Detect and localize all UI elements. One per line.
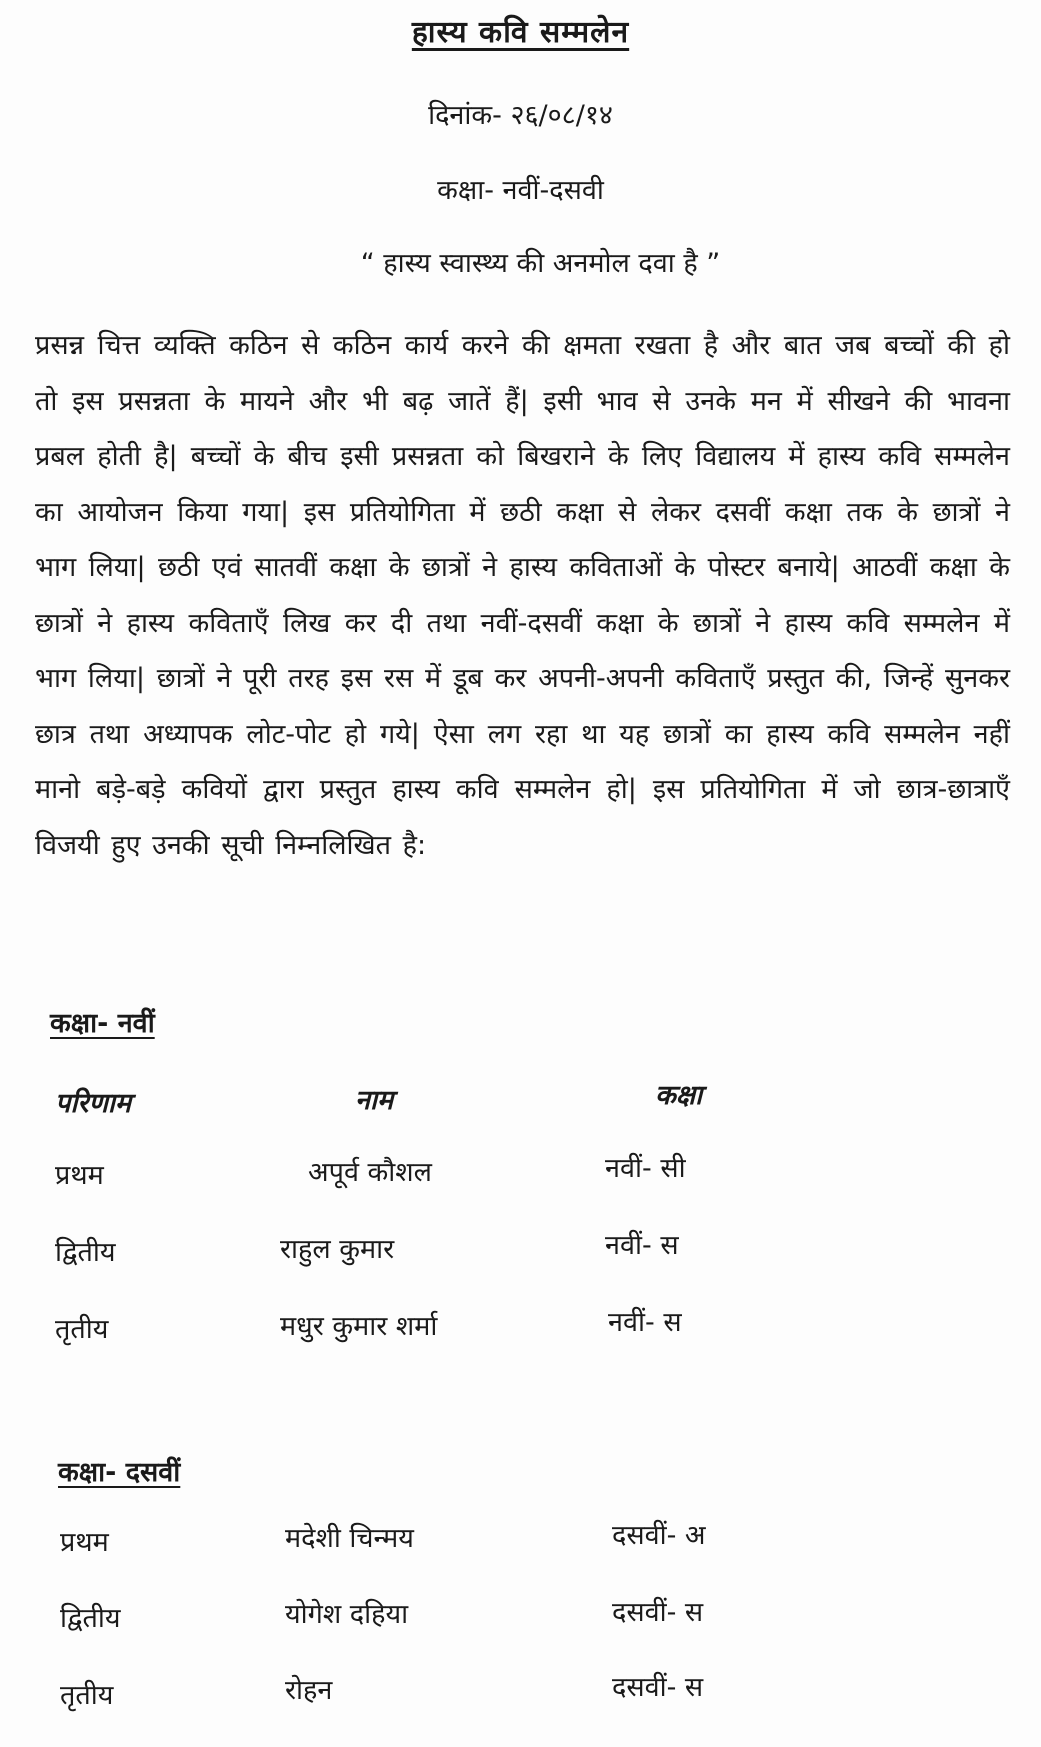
result-cell: द्वितीय [55, 1237, 116, 1268]
class-cell: दसवीं- अ [612, 1520, 706, 1551]
motto: “ हास्य स्वास्थ्य की अनमोल दवा है ” [360, 248, 721, 279]
class-line: कक्षा- नवीं-दसवी [437, 175, 604, 206]
column-header-name: नाम [355, 1085, 394, 1116]
column-header-class: कक्षा [655, 1080, 703, 1111]
date-line: दिनांक- २६/०८/१४ [428, 100, 613, 131]
name-cell: रोहन [285, 1675, 333, 1706]
section-heading-class-nine: कक्षा- नवीं [50, 1008, 155, 1039]
section-heading-class-ten: कक्षा- दसवीं [58, 1457, 181, 1488]
column-header-result: परिणाम [55, 1088, 132, 1119]
class-cell: दसवीं- स [612, 1672, 704, 1703]
class-cell: नवीं- स [605, 1230, 679, 1261]
class-cell: नवीं- स [608, 1307, 682, 1338]
result-cell: प्रथम [60, 1527, 109, 1558]
result-cell: द्वितीय [60, 1603, 121, 1634]
result-cell: प्रथम [55, 1160, 104, 1191]
document-title: हास्य कवि सम्मलेन [411, 15, 630, 50]
name-cell: योगेश दहिया [285, 1599, 409, 1630]
class-cell: दसवीं- स [612, 1597, 704, 1628]
class-cell: नवीं- सी [605, 1153, 686, 1184]
name-cell: मधुर कुमार शर्मा [280, 1311, 438, 1342]
name-cell: मदेशी चिन्मय [285, 1523, 414, 1554]
result-cell: तृतीय [60, 1680, 114, 1711]
name-cell: अपूर्व कौशल [308, 1157, 432, 1188]
result-cell: तृतीय [55, 1314, 109, 1345]
body-paragraph: प्रसन्न चित्त व्यक्ति कठिन से कठिन कार्य करने की क्षमता रखता है और बात जब बच्चों की हो तो इस प्रसन्नता के मायने और भी बढ़ जातें हैं| इसी भाव से उनके मन में सीखने की भावना प्रबल होती है| बच्चों के बीच इसी प्रसन्नता को बिखराने के लिए विद्यालय में हास्य कवि सम्मलेन का आयोजन किया गया| इस प्रतियोगिता में छठी कक्षा से लेकर दसवीं कक्षा तक के छात्रों ने भाग लिया| छठी एवं सातवीं कक्षा के छात्रों ने हास्य कविताओं के पोस्टर बनाये| आठवीं कक्षा के छात्रों ने हास्य कविताएँ लिख कर दी तथा नवीं-दसवीं कक्षा के छात्रों ने हास्य कवि सम्मलेन में भाग लिया| छात्रों ने पूरी तरह इस रस में डूब कर अपनी-अपनी कविताएँ प्रस्तुत की, जिन्हें सुनकर छात्र तथा अध्यापक लोट-पोट हो गये| ऐसा लग रहा था यह छात्रों का हास्य कवि सम्मलेन नहीं मानो बड़े-बड़े कवियों द्वारा प्रस्तुत हास्य कवि सम्मलेन हो| इस प्रतियोगिता में जो छात्र-छात्राएँ विजयी हुए उनकी सूची निम्नलिखित है: [35, 330, 1010, 861]
name-cell: राहुल कुमार [280, 1234, 395, 1265]
